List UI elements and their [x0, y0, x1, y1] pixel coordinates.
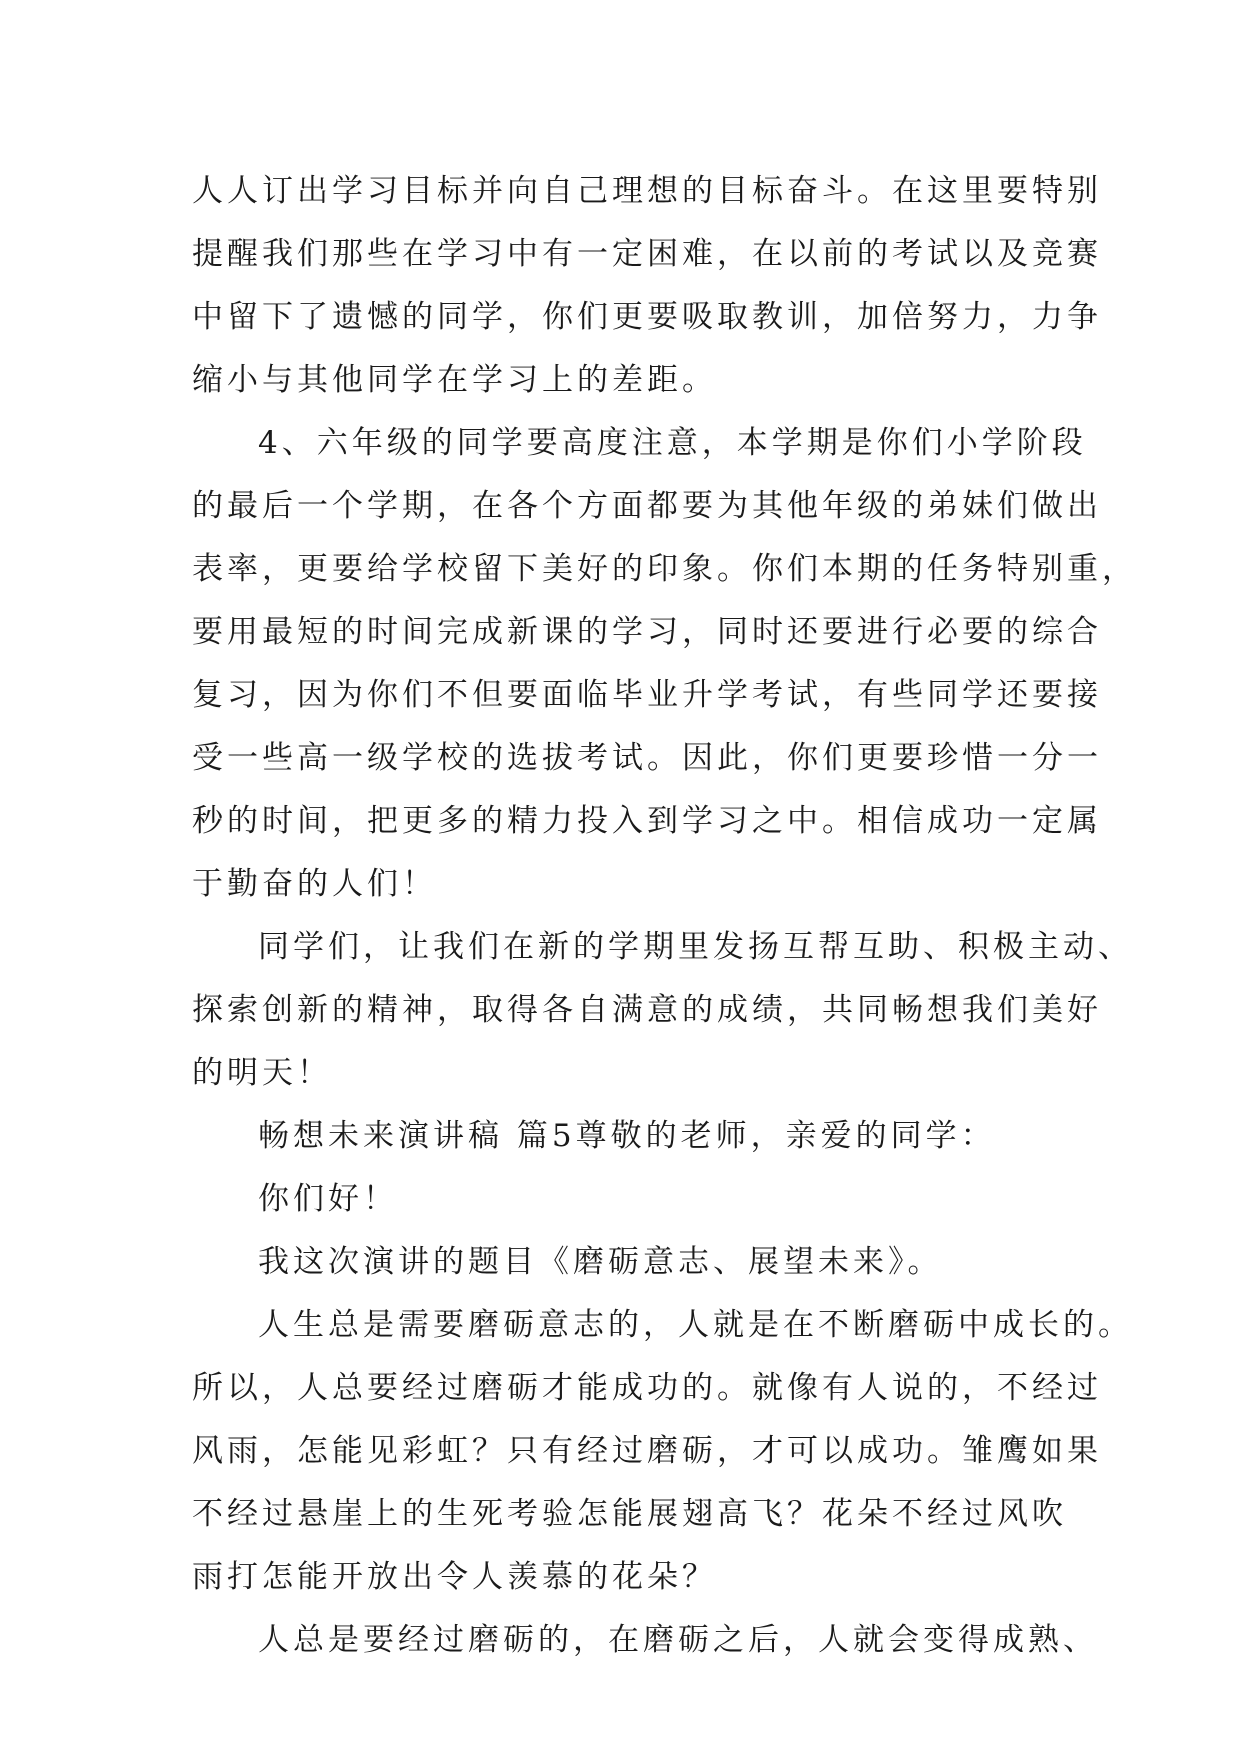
text-line: 表率，更要给学校留下美好的印象。你们本期的任务特别重，: [192, 551, 1137, 587]
body-text: [192, 160, 1137, 1672]
section-heading-line: 畅想未来演讲稿 篇5尊敬的老师，亲爱的同学：: [258, 1118, 996, 1154]
text-line: 所以，人总要经过磨砺才能成功的。就像有人说的，不经过: [192, 1370, 1102, 1406]
text-line: 人人订出学习目标并向自己理想的目标奋斗。在这里要特别: [192, 173, 1102, 209]
text-line: 同学们，让我们在新的学期里发扬互帮互助、积极主动、: [258, 929, 1133, 965]
text-line: 不经过悬崖上的生死考验怎能展翅高飞？花朵不经过风吹: [192, 1496, 1067, 1532]
text-line: 复习，因为你们不但要面临毕业升学考试，有些同学还要接: [192, 677, 1102, 713]
text-line: 中留下了遗憾的同学，你们更要吸取教训，加倍努力，力争: [192, 299, 1102, 335]
text-line: 探索创新的精神，取得各自满意的成绩，共同畅想我们美好: [192, 992, 1102, 1028]
text-line: 人总是要经过磨砺的，在磨砺之后，人就会变得成熟、: [258, 1622, 1098, 1658]
text-line: 我这次演讲的题目《磨砺意志、展望未来》。: [258, 1244, 943, 1280]
text-line: 人生总是需要磨砺意志的，人就是在不断磨砺中成长的。: [258, 1307, 1133, 1343]
text-line: 风雨，怎能见彩虹？只有经过磨砺，才可以成功。雏鹰如果: [192, 1433, 1102, 1469]
text-line: 秒的时间，把更多的精力投入到学习之中。相信成功一定属: [192, 803, 1102, 839]
text-line: 4、六年级的同学要高度注意，本学期是你们小学阶段: [258, 425, 1087, 461]
text-line: 受一些高一级学校的选拔考试。因此，你们更要珍惜一分一: [192, 740, 1102, 776]
text-line: 于勤奋的人们！: [192, 866, 437, 902]
text-line: 提醒我们那些在学习中有一定困难，在以前的考试以及竞赛: [192, 236, 1102, 272]
text-line: 要用最短的时间完成新课的学习，同时还要进行必要的综合: [192, 614, 1102, 650]
text-line: 缩小与其他同学在学习上的差距。: [192, 362, 717, 398]
greeting-line: 你们好！: [258, 1181, 398, 1217]
text-line: 雨打怎能开放出令人羡慕的花朵？: [192, 1559, 717, 1595]
text-line: 的最后一个学期，在各个方面都要为其他年级的弟妹们做出: [192, 488, 1102, 524]
text-line: 的明天！: [192, 1055, 332, 1091]
